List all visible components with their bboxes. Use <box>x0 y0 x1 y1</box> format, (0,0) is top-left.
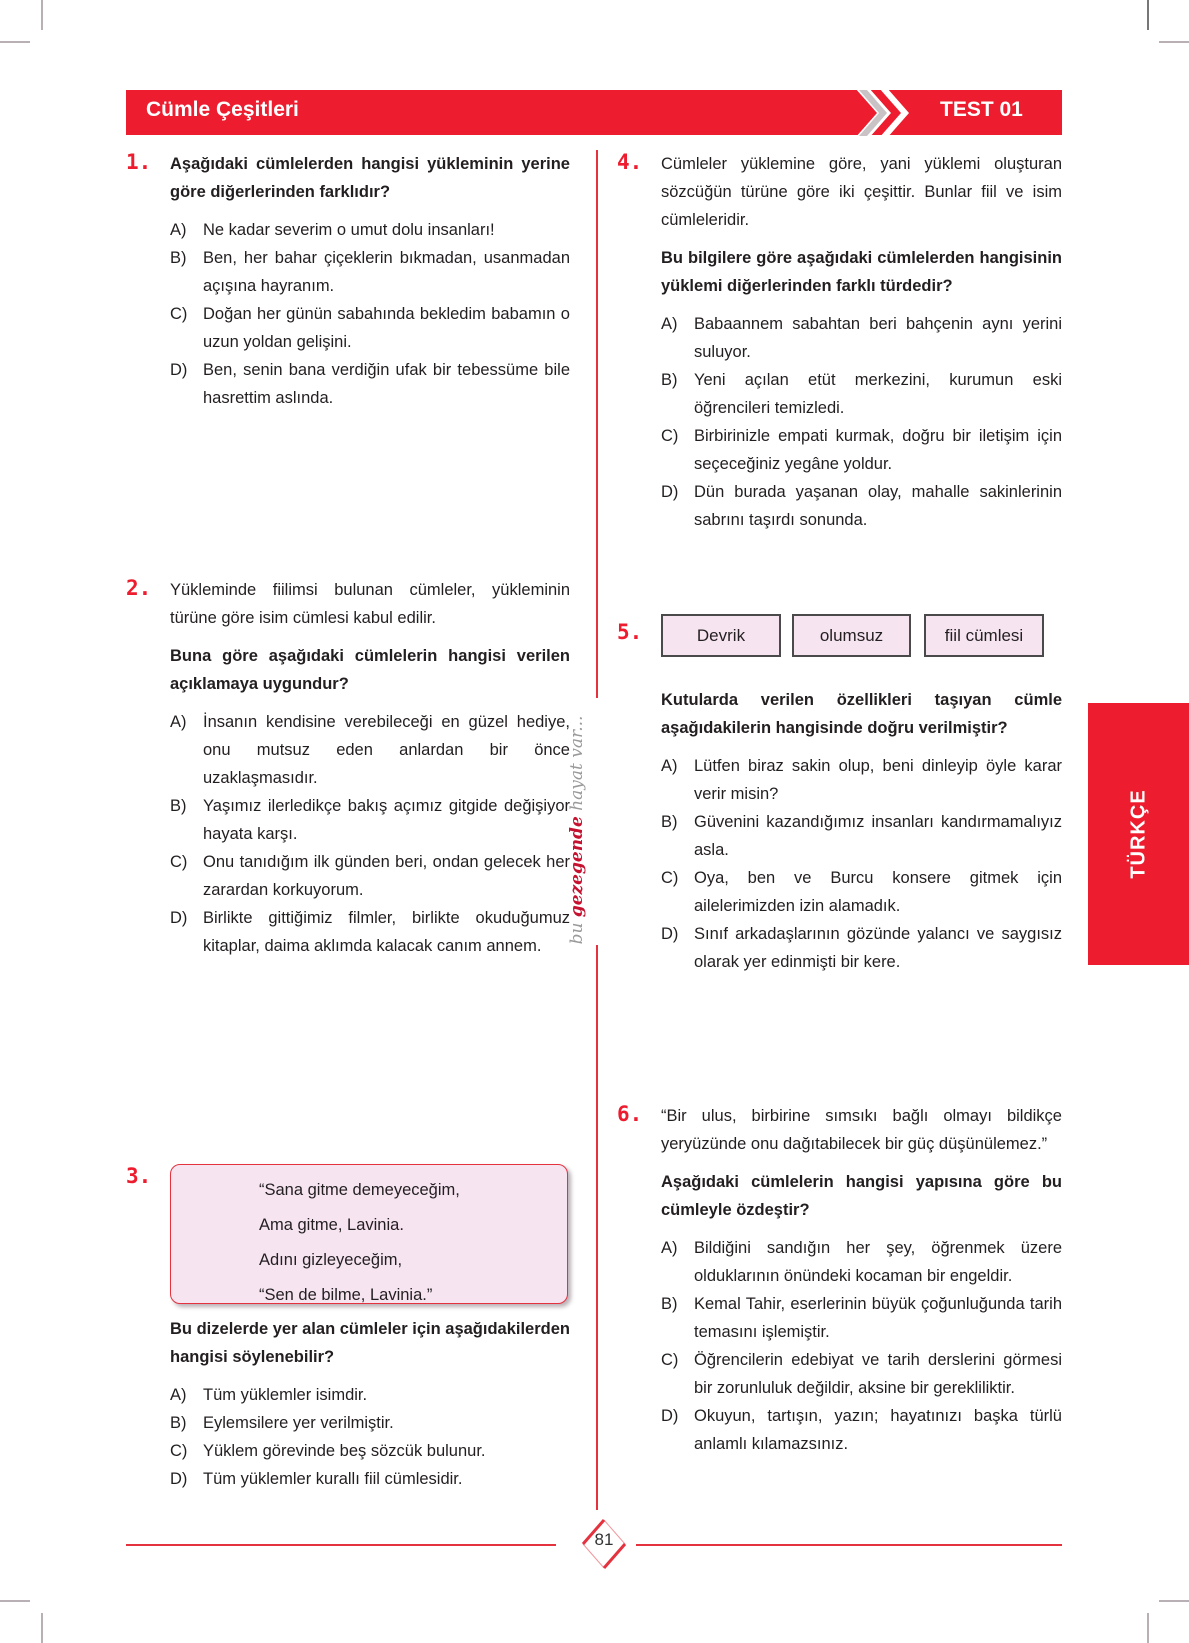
option-c[interactable]: C) Doğan her günün sabahında bekledim babamın o uzun yoldan gelişini. <box>170 305 570 351</box>
question-3 <box>170 1315 570 1493</box>
poem-line: “Sana gitme demeyeceğim, <box>259 1181 460 1199</box>
poem-box <box>170 1164 568 1304</box>
options-list <box>661 752 1062 976</box>
question-stem: Buna göre aşağıdaki cümlelerin hangisi verilen açıklamaya uygundur? <box>170 647 570 693</box>
option-d[interactable]: D) Dün burada yaşanan olay, mahalle sakinlerinin sabrını taşırdı sonunda. <box>661 483 1062 529</box>
question-1 <box>170 150 570 412</box>
column-divider <box>596 150 598 698</box>
question-context: Yükleminde fiilimsi bulunan cümleler, yükleminin türüne göre isim cümlesi kabul edilir. <box>170 581 570 627</box>
crop-mark <box>1159 1600 1189 1602</box>
option-b[interactable]: B) Yeni açılan etüt merkezini, kurumun eski öğrencileri temizledi. <box>661 371 1062 417</box>
option-c[interactable]: C) Öğrencilerin edebiyat ve tarih derslerini görmesi bir zorunluluk değildir, aksine bir gerekliliktir. <box>661 1351 1062 1397</box>
option-a[interactable]: A) Ne kadar severim o umut dolu insanları! <box>170 221 495 239</box>
options-list <box>661 1234 1062 1458</box>
option-a[interactable]: A) İnsanın kendisine verebileceği en güzel hediye, onu mutsuz eden anlardan bir önce uzaklaşmasıdır. <box>170 713 570 787</box>
question-4 <box>661 150 1062 534</box>
option-d[interactable]: D) Okuyun, tartışın, yazın; hayatınızı başka türlü anlamlı kılamazsınız. <box>661 1407 1062 1453</box>
poem-line: Adını gizleyeceğim, <box>259 1251 403 1269</box>
question-5 <box>661 686 1062 976</box>
option-c[interactable]: C) Birbirinizle empati kurmak, doğru bir iletişim için seçeceğiniz yegâne yoldur. <box>661 427 1062 473</box>
option-a[interactable]: A) Bildiğini sandığın her şey, öğrenmek üzere olduklarının önündeki kocaman bir engeldir. <box>661 1239 1062 1285</box>
tagline: bu gezegende hayat var... <box>567 715 587 945</box>
crop-mark <box>1147 0 1149 30</box>
question-number: 5. <box>617 620 643 644</box>
option-b[interactable]: B) Ben, her bahar çiçeklerin bıkmadan, usanmadan açışına hayranım. <box>170 249 570 295</box>
question-6 <box>661 1102 1062 1458</box>
question-stem: Bu bilgilere göre aşağıdaki cümlelerden hangisinin yüklemi diğerlerinden farklı türdedir? <box>661 249 1062 295</box>
property-box: Devrik <box>661 614 781 657</box>
crop-mark <box>0 41 30 43</box>
question-context: Cümleler yüklemine göre, yani yüklemi oluşturan sözcüğün türüne göre iki çeşittir. Bunlar fiil ve isim cümleleridir. <box>661 155 1062 229</box>
question-number: 1. <box>126 150 152 174</box>
question-stem: Aşağıdaki cümlelerden hangisi yükleminin yerine göre diğerlerinden farklıdır? <box>170 155 570 201</box>
column-divider <box>596 945 598 1510</box>
options-list <box>170 1381 570 1493</box>
footer-rule <box>126 1544 556 1546</box>
poem-line: “Sen de bilme, Lavinia.” <box>259 1286 433 1304</box>
option-a[interactable]: A) Babaannem sabahtan beri bahçenin aynı yerini suluyor. <box>661 315 1062 361</box>
option-b[interactable]: B) Güvenini kazandığımız insanları kandırmamalıyız asla. <box>661 813 1062 859</box>
question-stem: Aşağıdaki cümlelerin hangisi yapısına göre bu cümleyle özdeştir? <box>661 1173 1062 1219</box>
crop-mark <box>0 1600 30 1602</box>
options-list <box>661 310 1062 534</box>
chevron-arrows-icon <box>855 88 915 138</box>
subject-tab <box>1088 703 1189 965</box>
question-number: 3. <box>126 1164 152 1188</box>
options-list <box>170 216 570 412</box>
crop-mark <box>41 0 43 30</box>
footer-rule <box>636 1544 1062 1546</box>
question-2 <box>170 576 570 960</box>
option-c[interactable]: C) Oya, ben ve Burcu konsere gitmek için ailelerimizden izin alamadık. <box>661 869 1062 915</box>
question-number: 6. <box>617 1102 643 1126</box>
test-label: TEST 01 <box>940 98 1023 121</box>
option-b[interactable]: B) Kemal Tahir, eserlerinin büyük çoğunluğunda tarih temasını işlemiştir. <box>661 1295 1062 1341</box>
crop-mark <box>41 1613 43 1643</box>
property-box: olumsuz <box>792 614 911 657</box>
subject-tab-label: TÜRKÇE <box>1127 789 1149 879</box>
option-b[interactable]: B) Yaşımız ilerledikçe bakış açımız gitgide değişiyor hayata karşı. <box>170 797 570 843</box>
question-number: 2. <box>126 576 152 600</box>
option-d[interactable]: D) Tüm yüklemler kurallı fiil cümlesidir. <box>170 1470 463 1488</box>
option-c[interactable]: C) Onu tanıdığım ilk günden beri, ondan gelecek her zarardan korkuyorum. <box>170 853 570 899</box>
crop-mark <box>1159 41 1189 43</box>
poem-line: Ama gitme, Lavinia. <box>259 1216 404 1234</box>
option-d[interactable]: D) Sınıf arkadaşlarının gözünde yalancı ve saygısız olarak yer edinmişti bir kere. <box>661 925 1062 971</box>
question-number: 4. <box>617 150 643 174</box>
crop-mark <box>1147 1613 1149 1643</box>
option-d[interactable]: D) Birlikte gittiğimiz filmler, birlikte okuduğumuz kitaplar, daima aklımda kalacak canım annem. <box>170 909 570 955</box>
question-stem: Kutularda verilen özellikleri taşıyan cümle aşağıdakilerin hangisinde doğru verilmiştir? <box>661 691 1062 737</box>
page-title: Cümle Çeşitleri <box>146 98 299 121</box>
property-box: fiil cümlesi <box>924 614 1044 657</box>
option-c[interactable]: C) Yüklem görevinde beş sözcük bulunur. <box>170 1442 486 1460</box>
question-context: “Bir ulus, birbirine sımsıkı bağlı olmayı bildikçe yeryüzünde onu dağıtabilecek bir güç düşünülemez.” <box>661 1107 1062 1153</box>
option-a[interactable]: A) Tüm yüklemler isimdir. <box>170 1386 368 1404</box>
options-list <box>170 708 570 960</box>
page-number: 81 <box>594 1530 614 1549</box>
question-stem: Bu dizelerde yer alan cümleler için aşağıdakilerden hangisi söylenebilir? <box>170 1320 570 1366</box>
option-d[interactable]: D) Ben, senin bana verdiğin ufak bir tebessüme bile hasrettim aslında. <box>170 361 570 407</box>
option-a[interactable]: A) Lütfen biraz sakin olup, beni dinleyip öyle karar verir misin? <box>661 757 1062 803</box>
option-b[interactable]: B) Eylemsilere yer verilmiştir. <box>170 1414 394 1432</box>
